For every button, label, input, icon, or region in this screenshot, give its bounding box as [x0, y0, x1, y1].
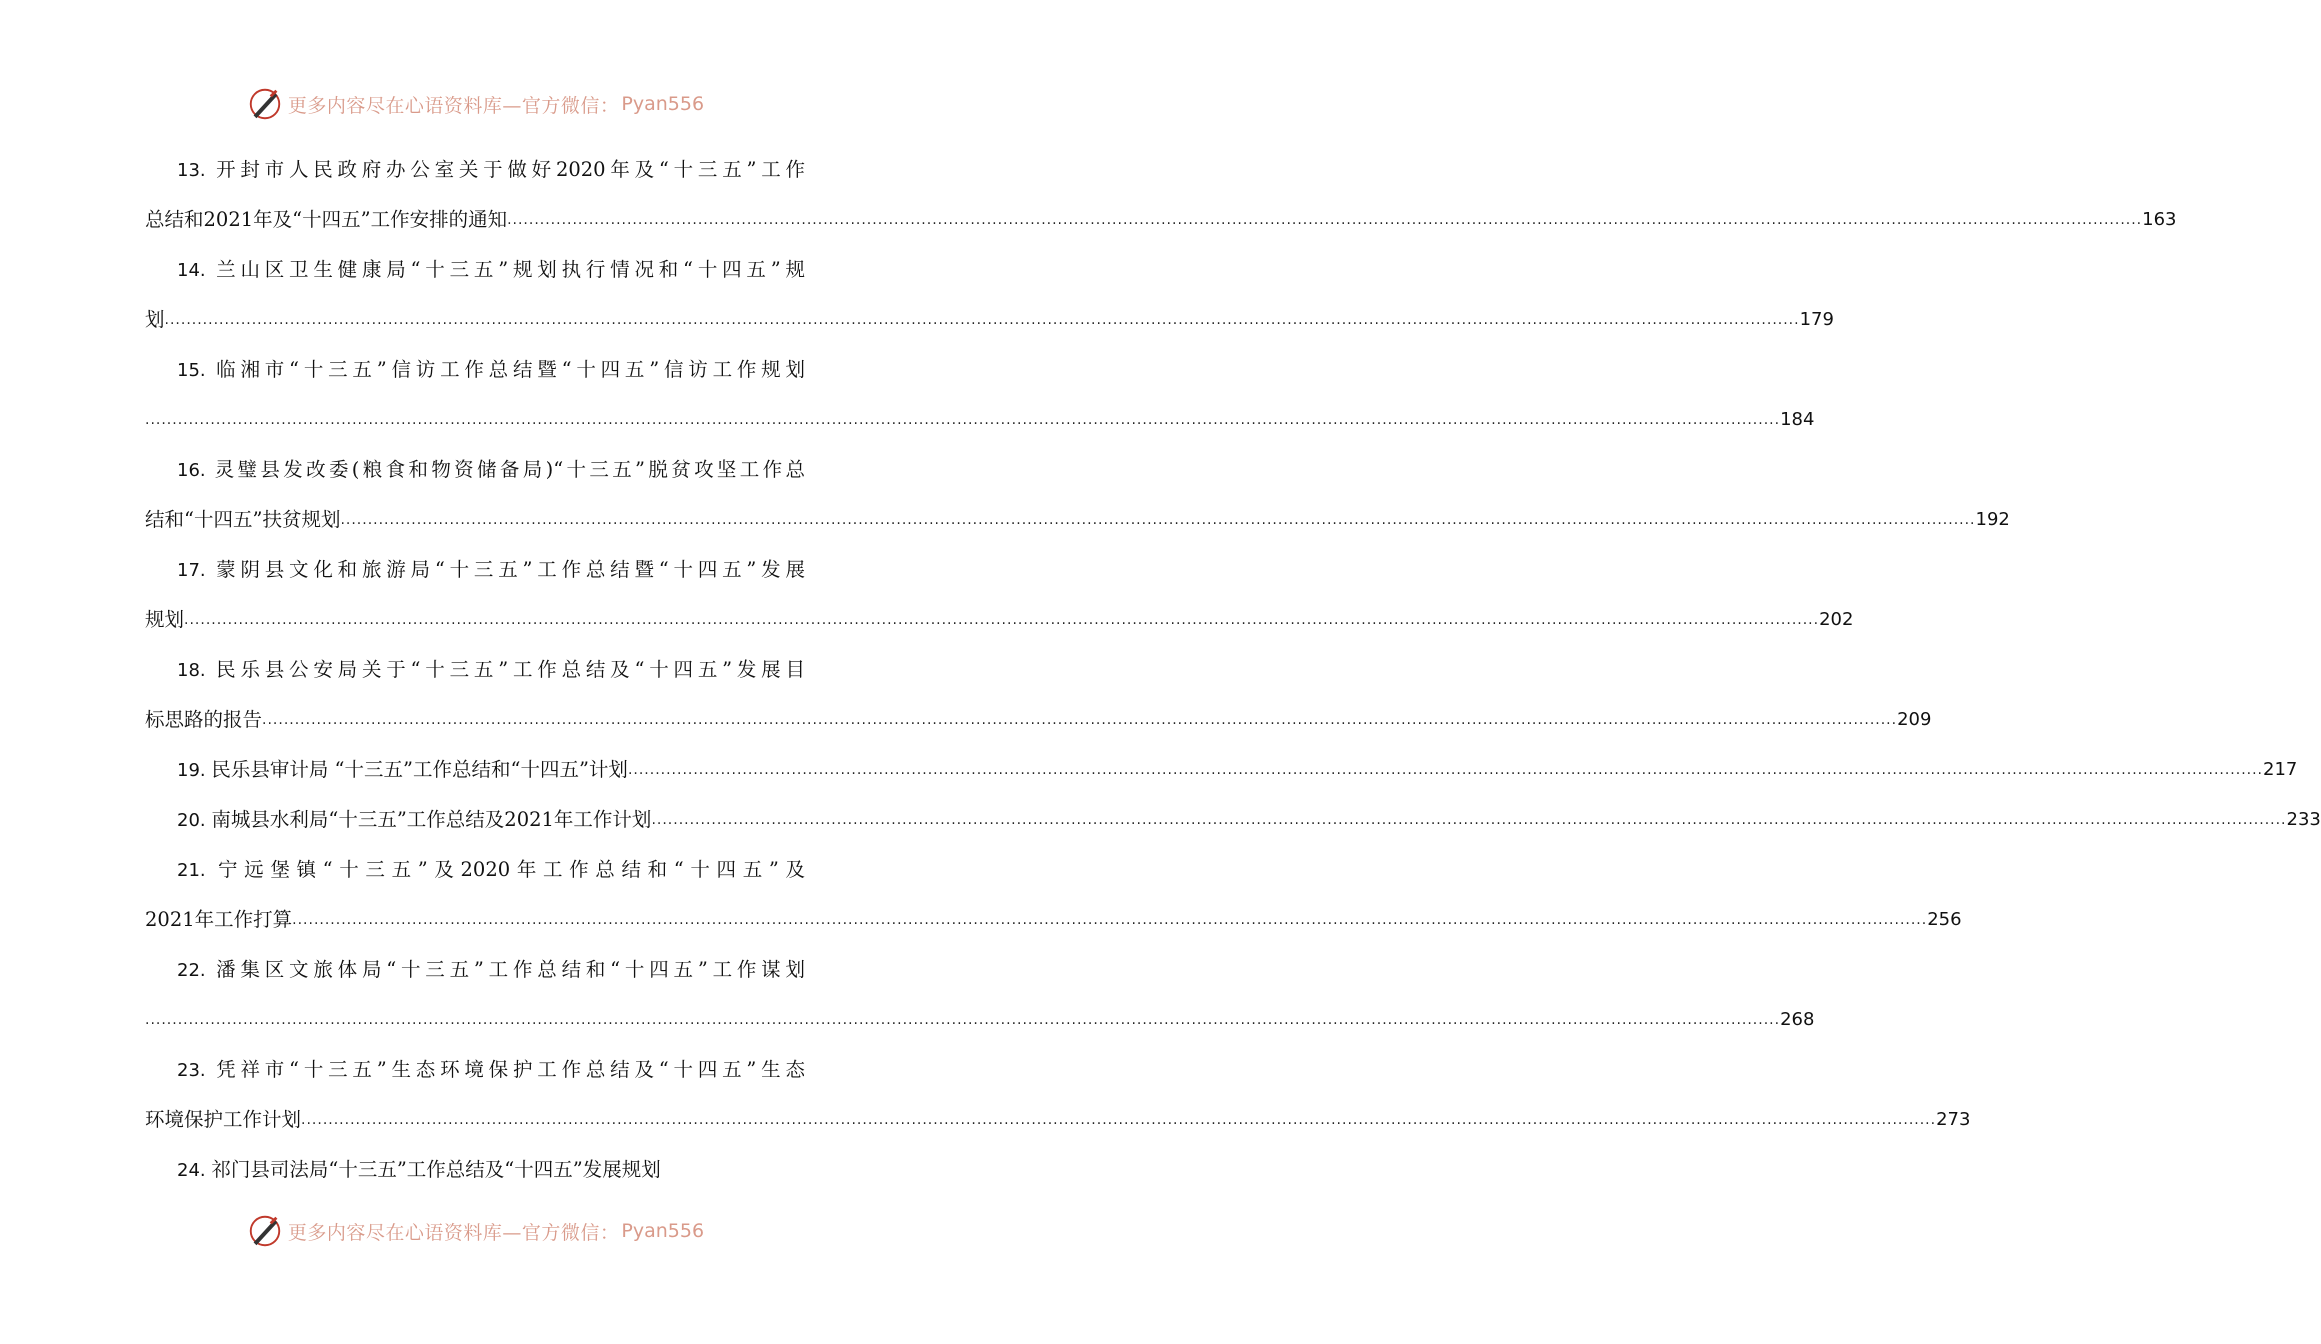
toc-page-number: 233: [2286, 809, 2321, 830]
toc-entry-line: [145, 695, 1932, 745]
toc-page-number: 209: [1897, 709, 1932, 730]
toc-entry-line: [145, 895, 1962, 945]
toc-entry-line: [145, 545, 805, 595]
toc-leader-dots: ............................................................................................................................................................................................................................................................................................................: [627, 762, 2263, 778]
toc-entry-number: 14.: [177, 260, 217, 281]
toc-entry-number: 23.: [177, 1060, 217, 1081]
toc-leader-dots: ............................................................................................................................................................................................................................................................................................................: [184, 612, 1820, 628]
toc-entry-title-cont: 标思路的报告: [145, 708, 263, 731]
toc-leader-dots: ............................................................................................................................................................................................................................................................................................................: [301, 1112, 1937, 1128]
toc-leader-dots: ............................................................................................................................................................................................................................................................................................................: [145, 412, 1781, 428]
watermark-header: [0, 84, 950, 124]
toc-leader-dots: ............................................................................................................................................................................................................................................................................................................: [262, 712, 1898, 728]
toc-leader-dots: ............................................................................................................................................................................................................................................................................................................: [507, 212, 2143, 228]
toc-entry-line: [145, 295, 1834, 345]
toc-entry-line: [145, 145, 805, 195]
toc-entry-title: 兰山区卫生健康局“十三五”规划执行情况和“十四五”规: [216, 258, 805, 281]
toc-entry-line: [145, 345, 805, 395]
toc-entry-title: 蒙阴县文化和旅游局“十三五”工作总结暨“十四五”发展: [216, 558, 805, 581]
toc-entry-number: 19.: [177, 760, 212, 781]
toc-entry-number: 17.: [177, 560, 217, 581]
toc-page-number: 256: [1927, 909, 1962, 930]
toc-entry-number: 16.: [177, 460, 215, 481]
toc-entry-line: [145, 845, 805, 895]
toc-entry-title: 民乐县公安局关于“十三五”工作总结及“十四五”发展目: [216, 658, 805, 681]
toc-entry-number: 21.: [177, 860, 219, 881]
toc-entry-line: [145, 645, 805, 695]
toc-entry-number: 20.: [177, 810, 212, 831]
toc-entry-title: 开封市人民政府办公室关于做好2020年及“十三五”工作: [216, 158, 805, 181]
toc-entry-line: [145, 795, 2321, 845]
pen-logo-icon: [246, 85, 284, 123]
toc-entry-title-cont: 划: [145, 308, 165, 331]
table-of-contents: [145, 145, 2321, 1195]
watermark-footer: [0, 1211, 950, 1251]
toc-leader-dots: ............................................................................................................................................................................................................................................................................................................: [340, 512, 1976, 528]
toc-entry-title-cont: 结和“十四五”扶贫规划: [145, 508, 341, 531]
toc-entry-line: [145, 595, 1854, 645]
toc-entry-number: 24.: [177, 1160, 212, 1181]
toc-entry-line: [145, 445, 805, 495]
toc-entry-line: [145, 245, 805, 295]
toc-entry-title: 民乐县审计局 “十三五”工作总结和“十四五”计划: [211, 758, 628, 781]
watermark-wechat-id: Pyan556: [621, 1220, 705, 1242]
toc-entry-line: [145, 1045, 805, 1095]
pen-logo-icon: [246, 1212, 284, 1250]
toc-page-number: 179: [1799, 309, 1834, 330]
toc-leader-dots: ............................................................................................................................................................................................................................................................................................................: [292, 912, 1928, 928]
toc-entry-title-cont: 总结和2021年及“十四五”工作安排的通知: [145, 208, 508, 231]
toc-entry-title: 潘集区文旅体局“十三五”工作总结和“十四五”工作谋划: [216, 958, 805, 981]
toc-entry-number: 13.: [177, 160, 217, 181]
toc-entry-title-cont: 规划: [145, 608, 185, 631]
toc-entry-title: 凭祥市“十三五”生态环境保护工作总结及“十四五”生态: [216, 1058, 805, 1081]
toc-entry-line: [145, 195, 2177, 245]
toc-page-number: 184: [1780, 409, 1815, 430]
toc-page-number: 202: [1819, 609, 1854, 630]
toc-entry-title: 南城县水利局“十三五”工作总结及2021年工作计划: [211, 808, 652, 831]
toc-entry-title: 宁远堡镇“十三五”及2020年工作总结和“十四五”及: [218, 858, 805, 881]
toc-entry-number: 18.: [177, 660, 217, 681]
toc-page-number: 273: [1936, 1109, 1971, 1130]
toc-leader-dots: ............................................................................................................................................................................................................................................................................................................: [164, 312, 1800, 328]
toc-entry-number: 15.: [177, 360, 217, 381]
watermark-wechat-id: Pyan556: [621, 93, 705, 115]
toc-leader-dots: ............................................................................................................................................................................................................................................................................................................: [145, 1012, 1781, 1028]
toc-entry-line: [145, 995, 1815, 1045]
toc-entry-title-wrap: [177, 795, 651, 845]
toc-entry-line: [145, 745, 2298, 795]
toc-leader-dots: ............................................................................................................................................................................................................................................................................................................: [651, 812, 2287, 828]
toc-entry-line: [145, 1095, 1971, 1145]
toc-entry-line: [145, 945, 805, 995]
toc-entry-title-wrap: [177, 745, 628, 795]
toc-entry-line: [145, 395, 1815, 445]
toc-entry-line: [145, 495, 2010, 545]
toc-entry-title: 祁门县司法局“十三五”工作总结及“十四五”发展规划: [211, 1158, 661, 1181]
toc-entry-title: 灵璧县发改委(粮食和物资储备局)“十三五”脱贫攻坚工作总: [214, 458, 805, 481]
toc-entry-title: 临湘市“十三五”信访工作总结暨“十四五”信访工作规划: [216, 358, 805, 381]
toc-entry-title-cont: 环境保护工作计划: [145, 1108, 302, 1131]
toc-page-number: 192: [1975, 509, 2010, 530]
toc-page-number: 217: [2263, 759, 2298, 780]
toc-entry-title-cont: 2021年工作打算: [145, 908, 293, 931]
toc-entry-number: 22.: [177, 960, 217, 981]
watermark-text: 更多内容尽在心语资料库—官方微信：: [287, 1221, 620, 1244]
toc-entry-line: [145, 1145, 805, 1195]
toc-page-number: 268: [1780, 1009, 1815, 1030]
watermark-text: 更多内容尽在心语资料库—官方微信：: [287, 94, 620, 117]
toc-page-number: 163: [2142, 209, 2177, 230]
